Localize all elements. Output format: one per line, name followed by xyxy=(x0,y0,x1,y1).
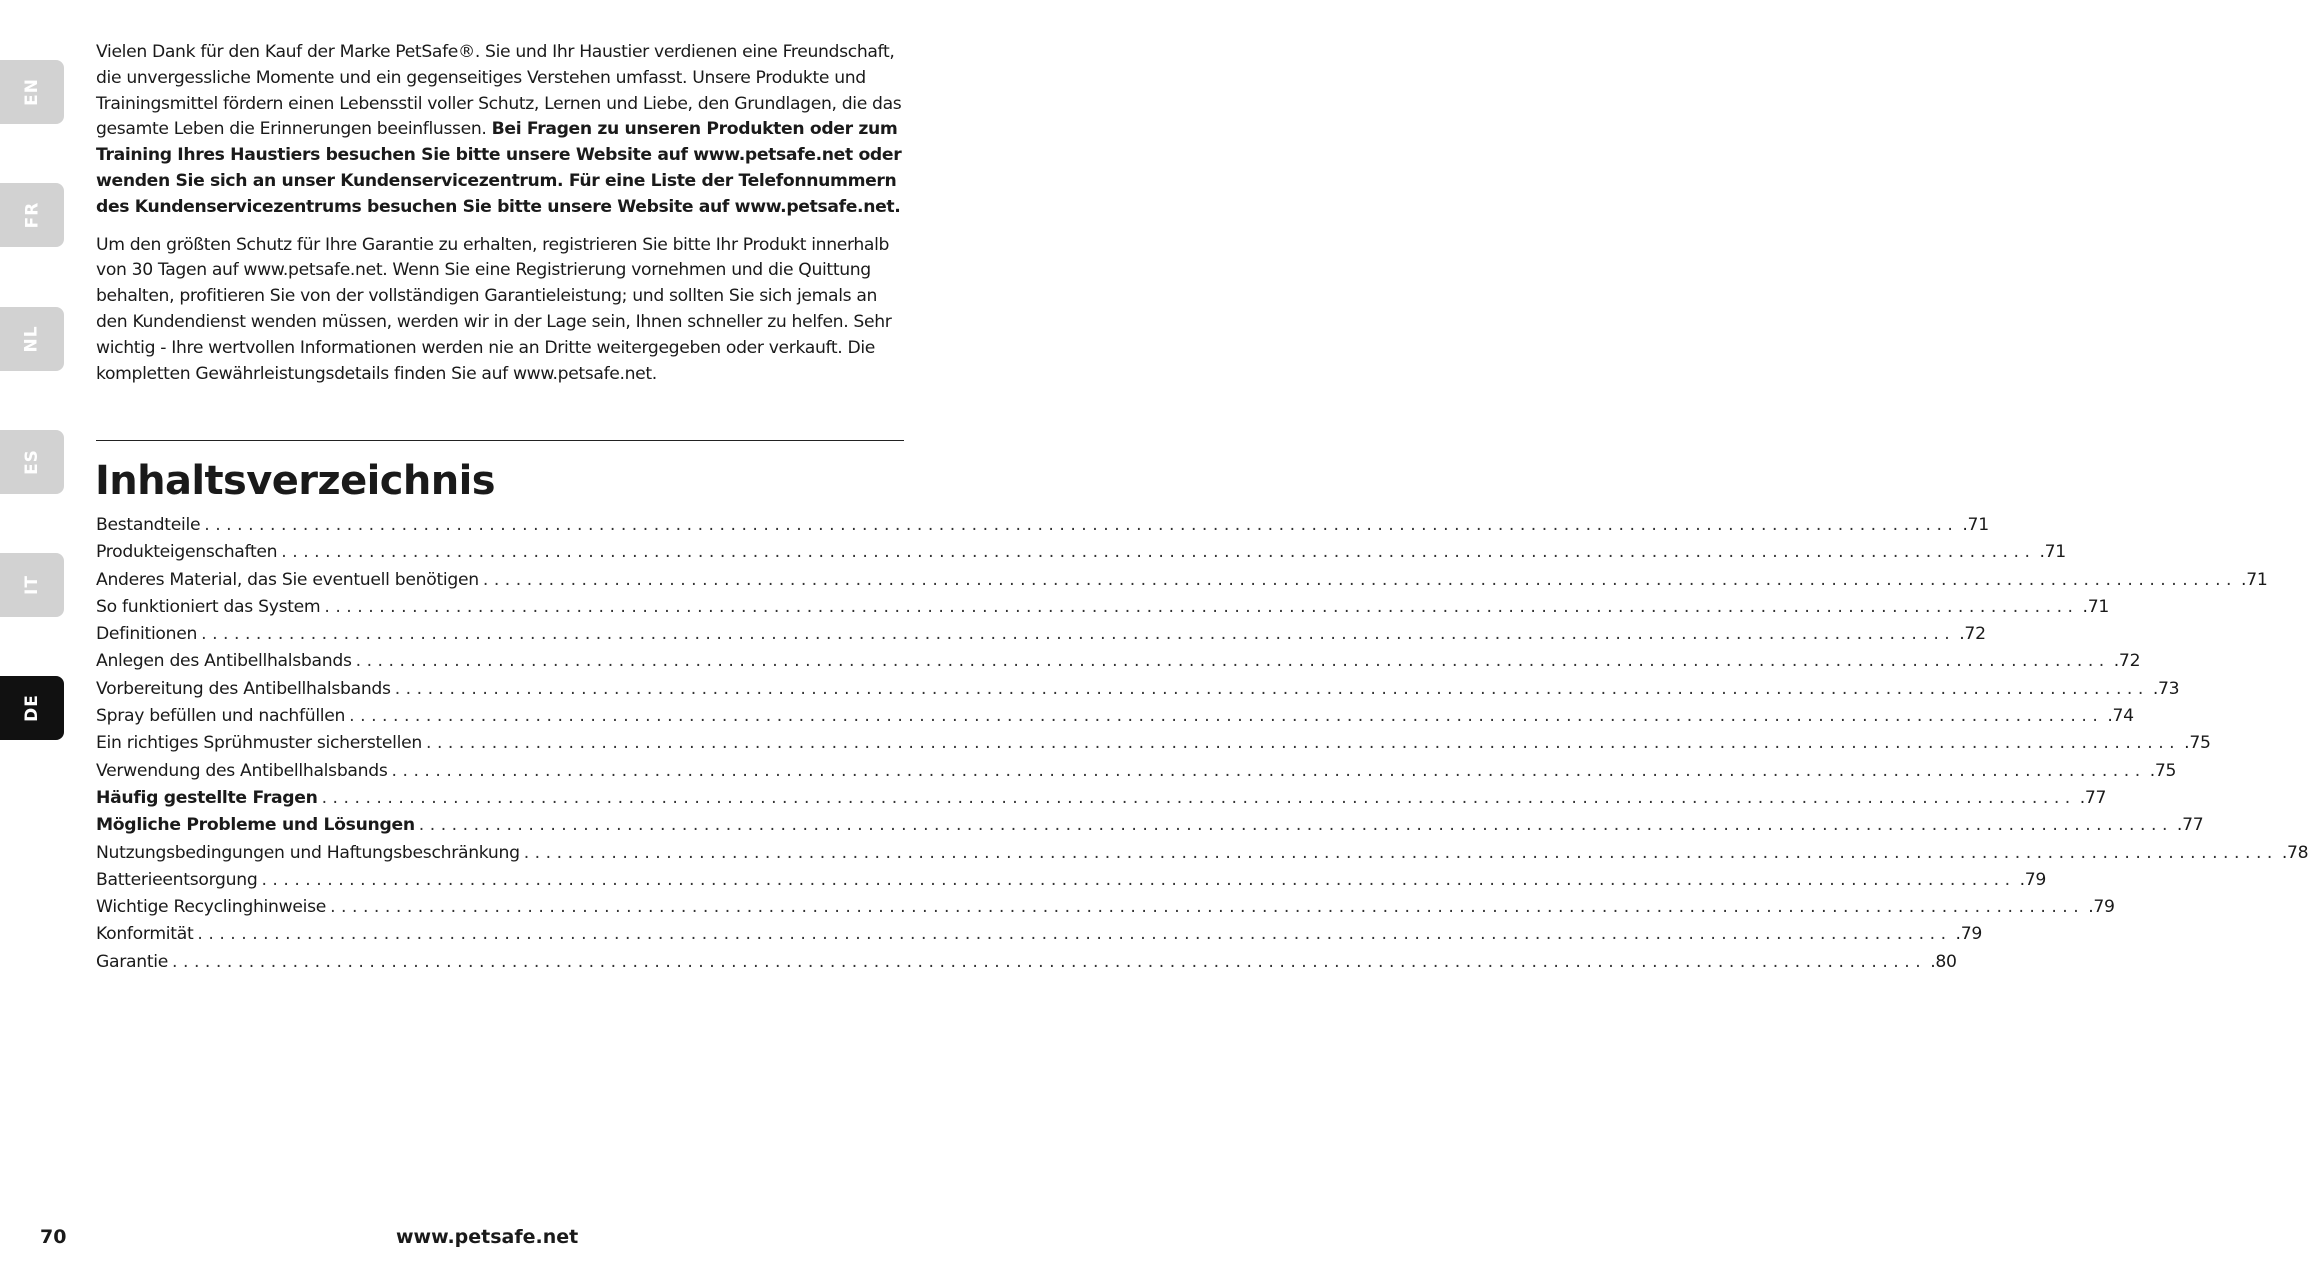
toc-entry-page: .75 xyxy=(2149,760,2177,781)
toc-dot-leader: ................................................................................................................................................................ xyxy=(281,542,2036,563)
toc-entry[interactable] xyxy=(96,594,2109,621)
toc-entry[interactable] xyxy=(96,867,2047,894)
language-tab-fr[interactable] xyxy=(0,183,64,247)
toc-entry-page: .79 xyxy=(2088,897,2115,918)
language-tab-nl[interactable] xyxy=(0,307,64,371)
toc-entry-label: Mögliche Probleme und Lösungen xyxy=(96,815,415,836)
toc-entry[interactable] xyxy=(96,539,2066,566)
toc-entry[interactable] xyxy=(96,703,2134,730)
toc-entry[interactable] xyxy=(96,648,2141,675)
language-tab-es[interactable] xyxy=(0,430,64,494)
intro-paragraph xyxy=(96,40,904,221)
toc-dot-leader: ................................................................................................................................................................ xyxy=(523,842,2278,863)
toc-entry-label: Anderes Material, das Sie eventuell benötigen xyxy=(96,569,479,590)
toc-dot-leader: ................................................................................................................................................................ xyxy=(172,951,1927,972)
toc-dot-leader: ................................................................................................................................................................ xyxy=(321,787,2076,808)
language-tab-en[interactable] xyxy=(0,60,64,124)
language-tab-label: EN xyxy=(22,78,42,106)
toc-entry-label: Vorbereitung des Antibellhalsbands xyxy=(96,678,391,699)
toc-dot-leader: ................................................................................................................................................................ xyxy=(349,706,2104,727)
toc-list xyxy=(96,512,2308,976)
toc-entry-label: Anlegen des Antibellhalsbands xyxy=(96,651,352,672)
toc-entry-page: .77 xyxy=(2079,787,2107,808)
toc-dot-leader: ................................................................................................................................................................ xyxy=(204,515,1959,535)
toc-entry-label: Spray befüllen und nachfüllen xyxy=(96,706,346,727)
toc-entry[interactable] xyxy=(96,894,2115,921)
toc-entry-page: .79 xyxy=(2019,869,2047,890)
language-tabs xyxy=(0,0,66,1272)
toc-entry-label: Produkteigenschaften xyxy=(96,542,278,563)
toc-entry-label: Wichtige Recyclinghinweise xyxy=(96,897,327,918)
toc-entry-page: .71 xyxy=(2039,542,2066,563)
toc-entry-page: .71 xyxy=(2082,596,2109,617)
toc-entry[interactable] xyxy=(96,567,2268,594)
toc-dot-leader: ................................................................................................................................................................ xyxy=(394,678,2149,699)
toc-dot-leader: ................................................................................................................................................................ xyxy=(197,924,1952,945)
language-tab-de[interactable] xyxy=(0,676,64,740)
toc-entry-label: Ein richtiges Sprühmuster sicherstellen xyxy=(96,733,422,754)
toc-dot-leader: ................................................................................................................................................................ xyxy=(261,869,2016,890)
toc-entry[interactable] xyxy=(96,758,2177,785)
page-number: 70 xyxy=(40,1226,67,1248)
toc-dot-leader: ................................................................................................................................................................ xyxy=(355,651,2110,672)
toc-dot-leader: ................................................................................................................................................................ xyxy=(201,624,1956,645)
toc-entry-label: Batterieentsorgung xyxy=(96,869,258,890)
footer-url[interactable]: www.petsafe.net xyxy=(396,1226,579,1248)
toc-entry[interactable] xyxy=(96,921,1982,948)
toc-entry-page: .75 xyxy=(2184,733,2211,754)
toc-dot-leader: ................................................................................................................................................................ xyxy=(324,596,2079,617)
toc-entry[interactable] xyxy=(96,621,1986,648)
toc-entry-label: Konformität xyxy=(96,924,194,945)
toc-dot-leader: ................................................................................................................................................................ xyxy=(391,760,2146,781)
toc-entry[interactable] xyxy=(96,512,1989,539)
section-divider xyxy=(96,440,904,441)
language-tab-it[interactable] xyxy=(0,553,64,617)
intro-section xyxy=(96,40,904,399)
toc-entry-page: .71 xyxy=(1962,515,1989,535)
toc-dot-leader: ................................................................................................................................................................ xyxy=(330,897,2085,918)
toc-entry-page: .73 xyxy=(2152,678,2180,699)
toc-entry-page: .80 xyxy=(1930,951,1957,972)
toc-entry-label: Häufig gestellte Fragen xyxy=(96,787,318,808)
toc-entry-page: .72 xyxy=(1959,624,1986,645)
toc-entry-label: So funktioniert das System xyxy=(96,596,321,617)
toc-entry-label: Nutzungsbedingungen und Haftungsbeschränkung xyxy=(96,842,520,863)
toc-entry-page: .71 xyxy=(2241,569,2268,590)
registration-paragraph: Um den größten Schutz für Ihre Garantie zu erhalten, registrieren Sie bitte Ihr Produkt innerhalb von 30 Tagen auf www.petsafe.net. Wenn Sie eine Registrierung vornehmen und die Quittung behalten, profitieren Sie von der vollständigen Garantieleistung; und sollten Sie sich jemals an den Kundendienst wenden müssen, werden wir in der Lage sein, Ihnen schneller zu helfen. Sehr wichtig - Ihre wertvollen Informationen werden nie an Dritte weitergegeben oder verkauft. Die kompletten Gewährleistungsdetails finden Sie auf www.petsafe.net. xyxy=(96,234,892,384)
intro-text: Vielen Dank für den Kauf der Marke PetSafe®. Sie und Ihr Haustier verdienen eine Freundschaft, die unvergessliche Momente und ein gegenseitiges Verstehen umfasst. Unsere Produkte und Trainingsmittel fördern einen Lebensstil voller Schutz, Lernen und Liebe, den Grundlagen, die das gesamte Leben die Erinnerungen beeinflussen. xyxy=(96,42,902,140)
toc-entry-label: Definitionen xyxy=(96,624,198,645)
language-tab-label: IT xyxy=(21,575,42,595)
toc-dot-leader: ................................................................................................................................................................ xyxy=(426,733,2181,754)
toc-title: Inhaltsverzeichnis xyxy=(95,458,495,504)
toc-entry-page: .74 xyxy=(2107,706,2134,727)
toc-entry-page: .72 xyxy=(2113,651,2141,672)
toc-entry[interactable] xyxy=(96,840,2308,867)
language-tab-label: FR xyxy=(21,201,42,229)
intro-contact-text: Bei Fragen zu unseren Produkten oder zum Training Ihres Haustiers besuchen Sie bitte unsere Website auf www.petsafe.net oder wenden Sie sich an unser Kundenservicezentrum. Für eine Liste der Telefonnummern des Kundenservicezentrums besuchen Sie bitte unsere Website auf www.petsafe.net. xyxy=(96,119,902,217)
language-tab-label: DE xyxy=(21,694,42,722)
toc-entry[interactable] xyxy=(96,785,2107,812)
toc-entry-label: Bestandteile xyxy=(96,515,201,535)
toc-entry-page: .77 xyxy=(2176,815,2204,836)
toc-entry[interactable] xyxy=(96,812,2204,839)
toc-entry-page: .78 xyxy=(2281,842,2308,863)
language-tab-label: NL xyxy=(22,325,42,353)
toc-entry[interactable] xyxy=(96,949,1957,976)
toc-entry-page: .79 xyxy=(1955,924,1982,945)
toc-entry[interactable] xyxy=(96,730,2211,757)
toc-entry-label: Verwendung des Antibellhalsbands xyxy=(96,760,388,781)
toc-dot-leader: ................................................................................................................................................................ xyxy=(482,569,2238,590)
language-tab-label: ES xyxy=(21,449,42,475)
toc-entry[interactable] xyxy=(96,676,2180,703)
toc-dot-leader: ................................................................................................................................................................ xyxy=(418,815,2173,836)
toc-entry-label: Garantie xyxy=(96,951,169,972)
